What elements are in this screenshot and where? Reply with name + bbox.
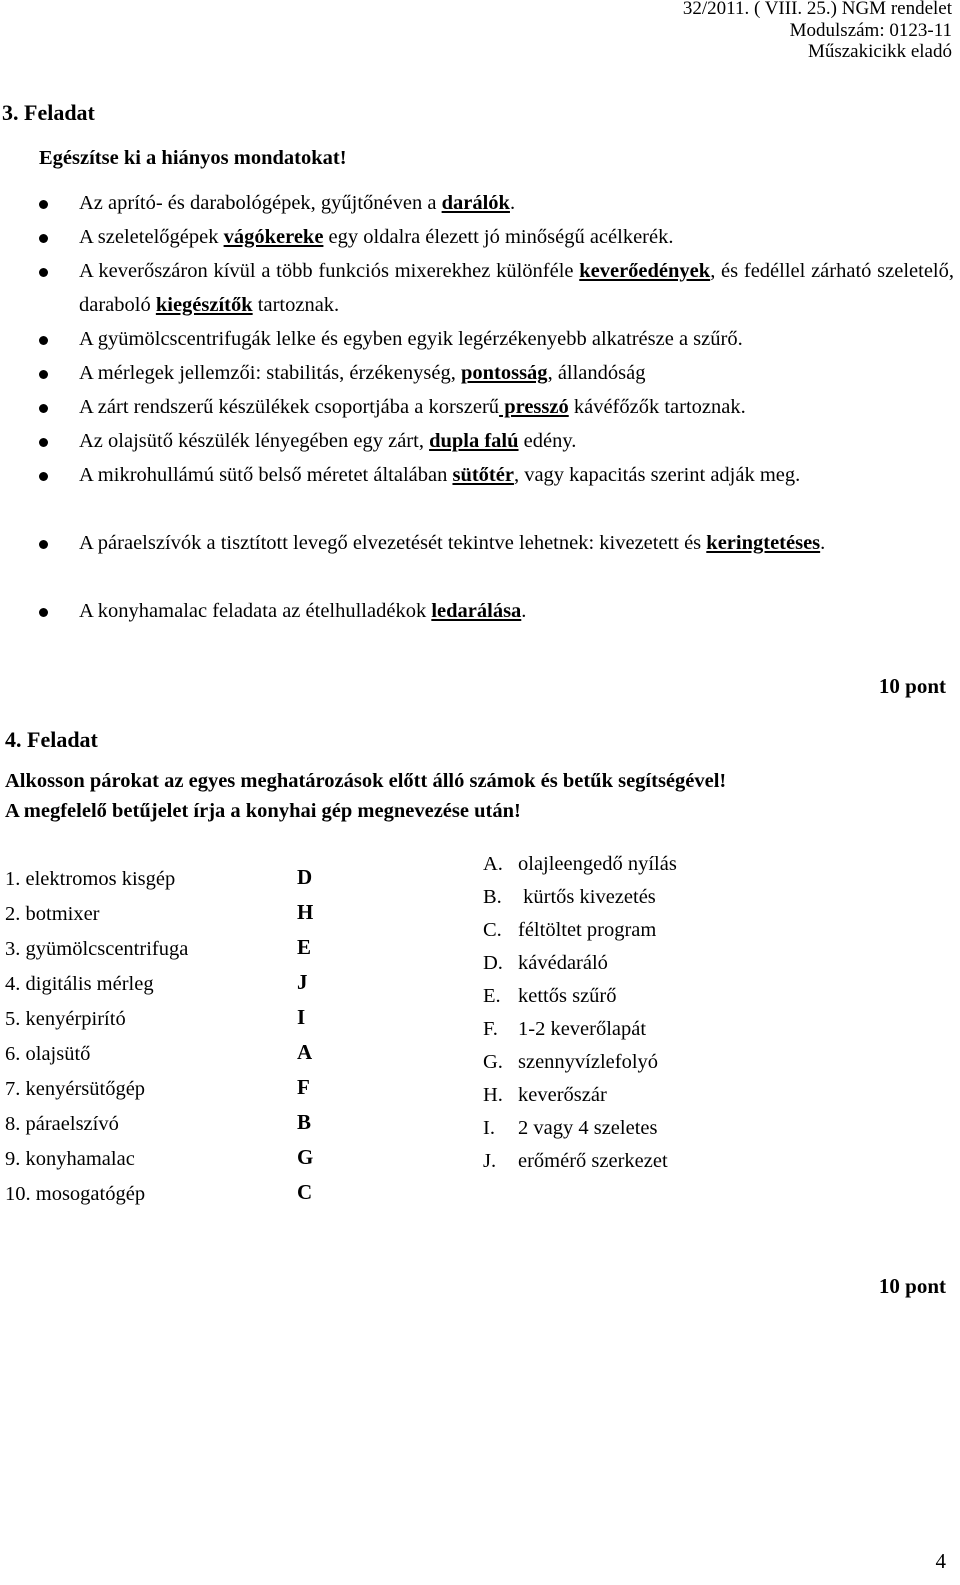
machine-label: 7. kenyérsütőgép bbox=[5, 1078, 146, 1100]
option-letter: F. bbox=[483, 1018, 498, 1040]
option-item bbox=[483, 980, 617, 1013]
bullet-icon bbox=[39, 336, 48, 345]
machine-answer-letter: H bbox=[297, 900, 314, 924]
machine-label: 10. mosogatógép bbox=[5, 1183, 146, 1205]
machine-answer-letter: G bbox=[297, 1145, 314, 1169]
option-text: kürtős kivezetés bbox=[518, 886, 656, 908]
option-letter: H. bbox=[483, 1084, 503, 1106]
sentence-text: A keverőszáron kívül a több funkciós mixerekhez különféle bbox=[79, 260, 580, 282]
answer-text: vágókereke bbox=[223, 226, 324, 248]
bullet-icon bbox=[39, 404, 48, 413]
sentence-text: A zárt rendszerű készülékek csoportjába a korszerű bbox=[79, 396, 500, 418]
sentence-text: , és fedéllel zárható szeletelő, daraboló bbox=[79, 260, 954, 316]
sentence-item bbox=[79, 526, 954, 560]
machine-answer-letter: J bbox=[297, 970, 308, 994]
option-text: 2 vagy 4 szeletes bbox=[518, 1117, 658, 1139]
option-text: olajleengedő nyílás bbox=[518, 853, 677, 875]
bullet-icon bbox=[39, 268, 48, 277]
header-profession: Műszakicikk eladó bbox=[807, 41, 952, 62]
option-text: erőmérő szerkezet bbox=[518, 1150, 668, 1172]
task3-points: 10 pont bbox=[878, 674, 946, 698]
machine-label: 3. gyümölcscentrifuga bbox=[5, 938, 189, 960]
sentence-text: edény. bbox=[518, 430, 577, 452]
machine-label: 4. digitális mérleg bbox=[5, 973, 154, 995]
option-item bbox=[483, 848, 677, 881]
machine-label: 2. botmixer bbox=[5, 903, 100, 925]
sentence-item bbox=[79, 390, 954, 424]
option-letter: E. bbox=[483, 985, 501, 1007]
sentence-item bbox=[79, 424, 954, 458]
machine-answer-letter: C bbox=[297, 1180, 313, 1204]
sentence-text: . bbox=[509, 192, 516, 214]
sentence-item bbox=[79, 220, 954, 254]
option-letter: C. bbox=[483, 919, 502, 941]
sentence-item bbox=[79, 186, 954, 220]
machine-answer-letter: F bbox=[297, 1075, 310, 1099]
task4-title: 4. Feladat bbox=[5, 727, 98, 752]
sentence-text: , vagy kapacitás szerint adják meg. bbox=[513, 464, 801, 486]
option-item bbox=[483, 947, 608, 980]
sentence-text: kávéfőzők tartoznak. bbox=[568, 396, 746, 418]
sentence-text: , állandóság bbox=[547, 362, 646, 384]
machine-answer-letter: D bbox=[297, 865, 313, 889]
bullet-icon bbox=[39, 370, 48, 379]
task3-title: 3. Feladat bbox=[2, 100, 95, 125]
option-text: szennyvízlefolyó bbox=[518, 1051, 659, 1073]
option-letter: J. bbox=[483, 1150, 497, 1172]
sentence-text: A gyümölcscentrifugák lelke és egyben egyik legérzékenyebb alkatrésze a szűrő. bbox=[79, 328, 743, 350]
machine-label: 6. olajsütő bbox=[5, 1043, 91, 1065]
answer-text: kiegészítők bbox=[155, 294, 253, 316]
task3-instruction: Egészítse ki a hiányos mondatokat! bbox=[39, 147, 347, 169]
answer-text: sütőtér bbox=[452, 464, 514, 486]
machine-label: 5. kenyérpirító bbox=[5, 1008, 126, 1030]
bullet-icon bbox=[39, 608, 48, 617]
sentence-text: . bbox=[820, 532, 826, 554]
option-item bbox=[483, 1013, 646, 1046]
answer-text: ledarálása bbox=[431, 600, 522, 622]
answer-text: darálók bbox=[441, 192, 510, 214]
header-regulation: 32/2011. ( VIII. 25.) NGM rendelet bbox=[682, 0, 952, 19]
option-text: keverőszár bbox=[518, 1084, 607, 1106]
answer-text: keringtetéses bbox=[706, 532, 821, 554]
option-item bbox=[483, 1079, 607, 1112]
option-text: 1-2 keverőlapát bbox=[518, 1018, 647, 1040]
option-letter: D. bbox=[483, 952, 503, 974]
sentence-item bbox=[79, 594, 954, 628]
option-item bbox=[483, 1145, 668, 1178]
option-text: kávédaráló bbox=[518, 952, 608, 974]
sentence-text: A konyhamalac feladata az ételhulladékok bbox=[79, 600, 432, 622]
option-item bbox=[483, 914, 656, 947]
sentence-text: . bbox=[521, 600, 527, 622]
option-item bbox=[483, 1112, 657, 1145]
task4-points: 10 pont bbox=[878, 1274, 946, 1298]
sentence-text: tartoznak. bbox=[252, 294, 340, 316]
sentence-text: Az olajsütő készülék lényegében egy zárt, bbox=[79, 430, 430, 452]
answer-text: presszó bbox=[499, 396, 569, 418]
sentence-item bbox=[79, 254, 954, 322]
option-text: kettős szűrő bbox=[518, 985, 617, 1007]
bullet-icon bbox=[39, 472, 48, 481]
answer-text: pontosság bbox=[460, 362, 548, 384]
sentence-text: egy oldalra élezett jó minőségű acélkerék. bbox=[323, 226, 674, 248]
sentence-item bbox=[79, 356, 954, 390]
machine-answer-letter: A bbox=[297, 1040, 313, 1064]
sentence-item bbox=[79, 458, 954, 492]
option-letter: I. bbox=[483, 1117, 495, 1139]
option-item bbox=[483, 881, 656, 914]
document-header bbox=[683, 0, 952, 63]
option-letter: A. bbox=[483, 853, 503, 875]
machine-answer-letter: B bbox=[297, 1110, 312, 1134]
option-text: féltöltet program bbox=[518, 919, 657, 941]
option-letter: B. bbox=[483, 886, 502, 908]
machine-answer-letter: I bbox=[297, 1005, 306, 1029]
sentence-text: A mérlegek jellemzői: stabilitás, érzékenység, bbox=[79, 362, 461, 384]
sentence-text: Az aprító- és darabológépek, gyűjtőnéven a bbox=[79, 192, 442, 214]
answer-text: dupla falú bbox=[429, 430, 519, 452]
option-item bbox=[483, 1046, 658, 1079]
task4-instruction-1: Alkosson párokat az egyes meghatározások előtt álló számok és betűk segítségével! bbox=[5, 770, 727, 792]
header-module: Modulszám: 0123-11 bbox=[789, 19, 952, 41]
sentence-item bbox=[79, 322, 954, 356]
page-number: 4 bbox=[935, 1549, 946, 1573]
sentence-text: A mikrohullámú sütő belső méretet általában bbox=[79, 464, 453, 486]
machine-label: 8. páraelszívó bbox=[5, 1113, 119, 1135]
bullet-icon bbox=[39, 540, 48, 549]
task4-instruction-2: A megfelelő betűjelet írja a konyhai gép megnevezése után! bbox=[5, 800, 521, 822]
option-letter: G. bbox=[483, 1051, 503, 1073]
answer-text: keverőedények bbox=[579, 260, 711, 282]
bullet-icon bbox=[39, 200, 48, 209]
sentence-text: A páraelszívók a tisztított levegő elvezetését tekintve lehetnek: kivezetett és bbox=[79, 532, 707, 554]
machine-answer-letter: E bbox=[297, 935, 312, 959]
sentence-text: A szeletelőgépek bbox=[79, 226, 224, 248]
machine-label: 1. elektromos kisgép bbox=[5, 868, 176, 890]
machine-label: 9. konyhamalac bbox=[5, 1148, 135, 1170]
bullet-icon bbox=[39, 438, 48, 447]
bullet-icon bbox=[39, 234, 48, 243]
